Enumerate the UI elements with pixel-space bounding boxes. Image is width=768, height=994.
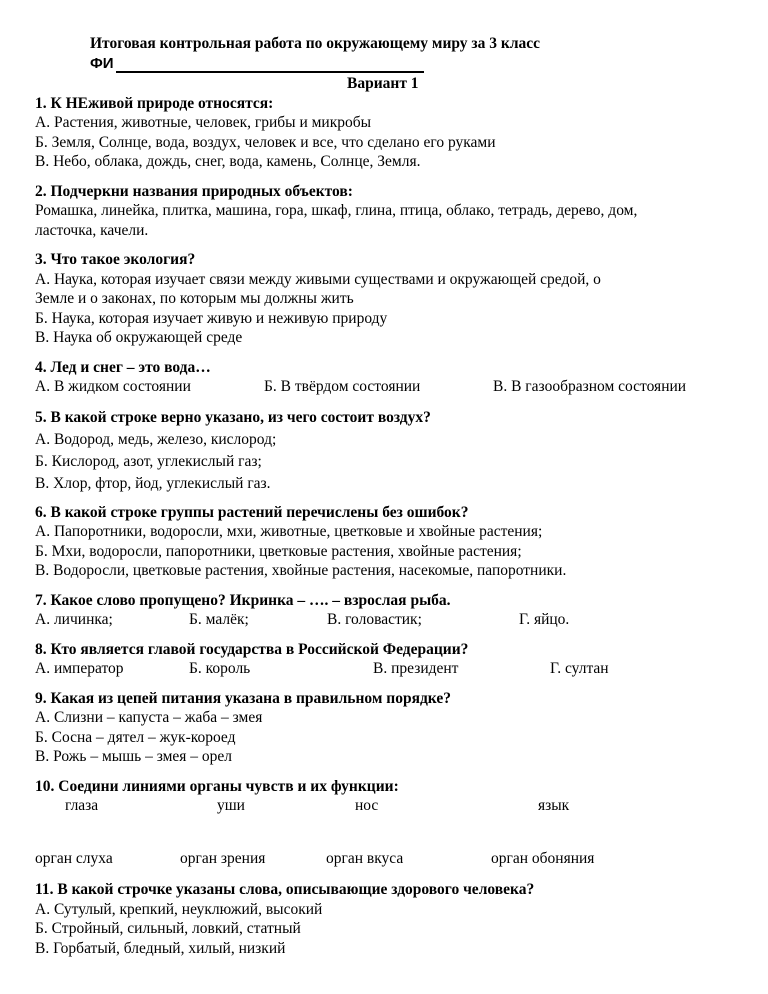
question-1 [35,94,740,172]
answer-option[interactable]: В. головастик; [327,611,422,628]
answer-row [35,659,740,679]
question-title: 6. В какой строке группы растений перечислены без ошибок? [35,503,469,521]
answer-option[interactable]: Земле и о законах, по которым мы должны жить [35,290,354,307]
name-field-line[interactable] [116,59,424,73]
question-title: 8. Кто является главой государства в Российской Федерации? [35,640,469,658]
answer-option[interactable]: В. Хлор, фтор, йод, углекислый газ. [35,474,271,492]
question-title: 4. Лед и снег – это вода… [35,358,211,376]
answer-option[interactable]: В. В газообразном состоянии [493,378,687,395]
answer-option[interactable]: В. Рожь – мышь – змея – орел [35,748,233,765]
question-title: 1. К НЕживой природе относятся: [35,94,274,112]
answer-option[interactable]: А. Растения, животные, человек, грибы и микробы [35,114,372,131]
question-5 [35,407,740,495]
answer-option[interactable]: Б. Сосна – дятел – жук-короед [35,728,236,746]
answer-row [35,610,740,630]
answer-option[interactable]: Б. Мхи, водоросли, папоротники, цветковые растения, хвойные растения; [35,542,522,560]
question-8 [35,640,740,679]
question-title: 3. Что такое экология? [35,251,196,268]
answer-option[interactable]: В. Наука об окружающей среде [35,329,243,346]
answer-option[interactable]: А. Папоротники, водоросли, мхи, животные, цветковые и хвойные растения; [35,523,543,540]
question-6 [35,503,740,581]
question-title: 7. Какое слово пропущено? Икринка – …. – взрослая рыба. [35,591,451,609]
answer-option[interactable]: А. император [35,660,124,677]
answer-option[interactable]: Б. Наука, которая изучает живую и неживую природу [35,309,388,327]
name-field[interactable] [90,54,740,74]
question-title: 9. Какая из цепей питания указана в правильном порядке? [35,689,451,707]
answer-option[interactable]: В. президент [373,660,459,677]
variant-label: Вариант 1 [347,75,419,92]
object-list-line[interactable]: ласточка, качели. [35,221,149,239]
question-title: 5. В какой строке верно указано, из чего состоит воздух? [35,408,431,426]
answer-option[interactable]: Г. яйцо. [519,611,570,628]
sense-function-item[interactable]: орган слуха [35,849,113,867]
answer-option[interactable]: В. Небо, облака, дождь, снег, вода, камень, Солнце, Земля. [35,153,421,170]
worksheet-title: Итоговая контрольная работа по окружающему миру за 3 класс [90,35,541,52]
question-3 [35,250,740,348]
answer-option[interactable]: А. Слизни – капуста – жаба – змея [35,709,263,726]
worksheet-header [90,34,740,73]
name-field-label: ФИ [90,54,114,72]
answer-option[interactable]: А. Водород, медь, железо, кислород; [35,430,277,448]
sense-functions-row [35,849,740,869]
sense-function-item[interactable]: орган зрения [180,849,266,867]
worksheet-page [35,34,740,958]
question-10 [35,777,740,869]
answer-option[interactable]: А. личинка; [35,611,113,628]
sense-function-item[interactable]: орган вкуса [326,849,404,867]
answer-option[interactable]: В. Водоросли, цветковые растения, хвойные растения, насекомые, папоротники. [35,562,567,579]
question-title: 10. Соедини линиями органы чувств и их функции: [35,777,399,795]
answer-option[interactable]: А. Сутулый, крепкий, неуклюжий, высокий [35,900,323,918]
answer-option[interactable]: Г. султан [550,660,609,677]
question-4 [35,358,740,397]
sense-function-item[interactable]: орган обоняния [491,849,595,867]
answer-option[interactable]: А. Наука, которая изучает связи между живыми существами и окружающей средой, о [35,270,601,288]
question-7 [35,591,740,630]
answer-option[interactable]: А. В жидком состоянии [35,378,191,395]
answer-option[interactable]: Б. Кислород, азот, углекислый газ; [35,452,262,470]
question-title: 11. В какой строчке указаны слова, описывающие здорового человека? [35,881,535,898]
answer-option[interactable]: В. Горбатый, бледный, хилый, низкий [35,939,286,957]
sense-organ-item[interactable]: глаза [65,797,99,814]
answer-option[interactable]: Б. король [189,660,251,677]
question-2 [35,182,740,241]
sense-organs-row [35,796,740,816]
answer-option[interactable]: Б. Земля, Солнце, вода, воздух, человек и все, что сделано его руками [35,133,496,151]
question-title: 2. Подчеркни названия природных объектов: [35,182,353,200]
answer-option[interactable]: Б. малёк; [189,611,249,628]
sense-organ-item[interactable]: уши [217,797,245,814]
question-11 [35,880,740,958]
answer-row [35,377,740,397]
answer-option[interactable]: Б. В твёрдом состоянии [264,378,421,395]
sense-organ-item[interactable]: нос [355,797,379,814]
answer-option[interactable]: Б. Стройный, сильный, ловкий, статный [35,920,301,937]
sense-organ-item[interactable]: язык [538,797,570,814]
question-9 [35,689,740,767]
object-list-line[interactable]: Ромашка, линейка, плитка, машина, гора, шкаф, глина, птица, облако, тетрадь, дерево, дом, [35,202,638,219]
